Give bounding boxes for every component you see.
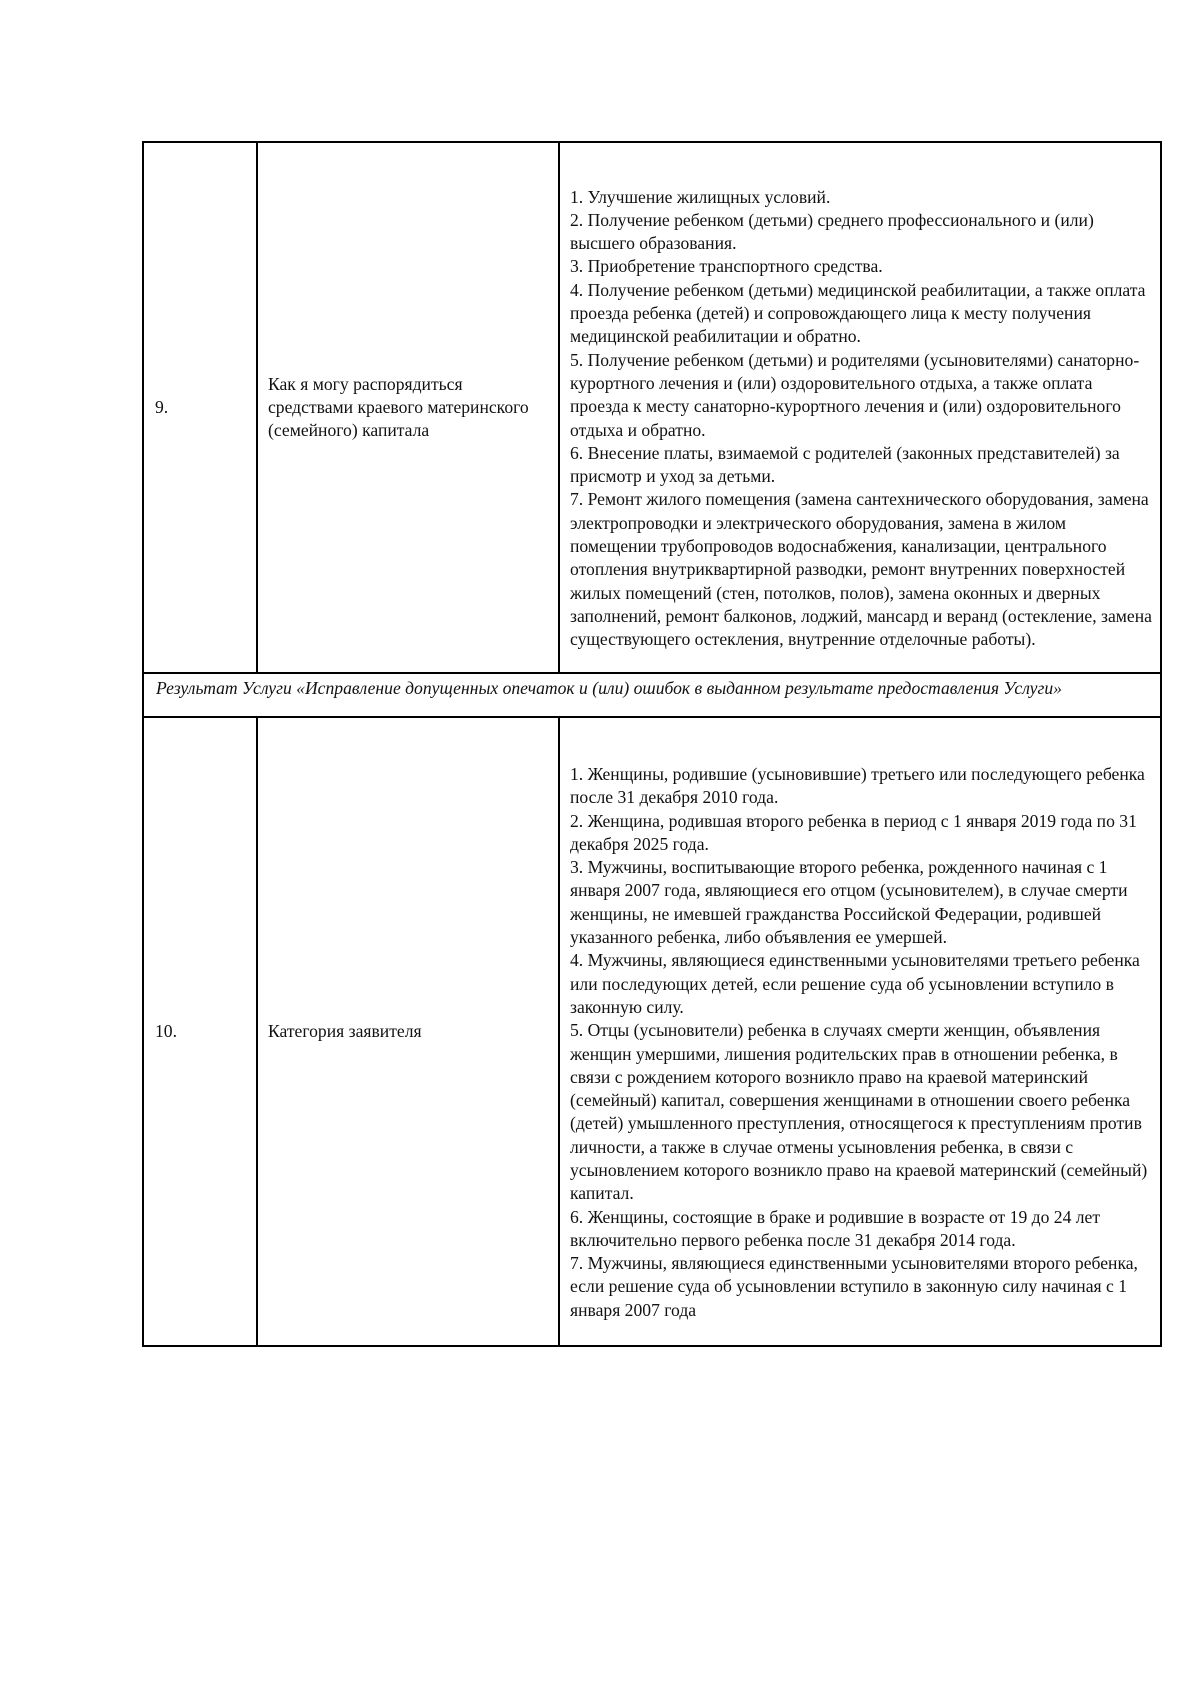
list-item: 7. Ремонт жилого помещения (замена сантехнического оборудования, замена электропроводки и электрического оборудования, замена в жилом помещении трубопроводов водоснабжения, канализации, центрального отопления внутриквартирной разводки, ремонт внутренних поверхностей жилых помещений (стен, потолков, полов), замена оконных и дверных заполнений, ремонт балконов, лоджий, мансард и веранд (остекление, замена существующего остекления, внутренние отделочные работы). — [570, 489, 1152, 650]
table-row — [143, 717, 1161, 1346]
row-number: 9. — [155, 396, 169, 417]
question-cell — [257, 142, 559, 673]
list-item: 6. Женщины, состоящие в браке и родившие в возрасте от 19 до 24 лет включительно первого ребенка после 31 декабря 2014 года. — [570, 1206, 1101, 1250]
answer-list — [570, 164, 1152, 652]
list-item: 5. Отцы (усыновители) ребенка в случаях смерти женщин, объявления женщин умершими, лишения родительских прав в отношении ребенка, в связи с рождением которого возникло право на краевой материнский (семейный) капитал, совершения женщинами в отношении своего ребенка (детей) умышленного преступления, относящегося к преступлениям против личности, а также в случае отмены усыновления ребенка, в связи с усыновлением которого возникло право на краевой материнский (семейный) капитал. — [570, 1020, 1148, 1204]
table-row — [143, 142, 1161, 673]
answer-cell — [559, 142, 1161, 673]
list-item: 3. Приобретение транспортного средства. — [570, 256, 883, 277]
list-item: 4. Получение ребенком (детьми) медицинской реабилитации, а также оплата проезда ребенка (детей) и сопровождающего лица к месту получения медицинской реабилитации и обратно. — [570, 279, 1146, 347]
answer-cell — [559, 717, 1161, 1346]
list-item: 4. Мужчины, являющиеся единственными усыновителями третьего ребенка или последующих детей, если решение суда об усыновлении вступило в законную силу. — [570, 950, 1140, 1017]
list-item: 2. Получение ребенком (детьми) среднего профессионального и (или) высшего образования. — [570, 209, 1094, 254]
row-number-cell — [143, 142, 257, 673]
section-title: Результат Услуги «Исправление допущенных опечаток и (или) ошибок в выданном результате предоставления Услуги» — [143, 673, 1161, 717]
list-item: 5. Получение ребенком (детьми) и родителями (усыновителями) санаторно-курортного лечения и (или) оздоровительного отдыха, а также оплата проезда к месту санаторно-курортного лечения и (или) оздоровительного отдыха и обратно. — [570, 349, 1140, 440]
question-text: Как я могу распорядиться средствами краевого материнского (семейного) капитала — [268, 373, 529, 441]
list-item: 1. Улучшение жилищных условий. — [570, 186, 831, 207]
list-item: 3. Мужчины, воспитывающие второго ребенка, рожденного начиная с 1 января 2007 года, являющиеся его отцом (усыновителем), в случае смерти женщины, не имевшей гражданства Российской Федерации, родившей указанного ребенка, либо объявления ее умершей. — [570, 857, 1128, 948]
question-cell — [257, 717, 559, 1346]
question-text: Категория заявителя — [268, 1020, 422, 1041]
list-item: 2. Женщина, родившая второго ребенка в период с 1 января 2019 года по 31 декабря 2025 года. — [570, 810, 1137, 854]
document-table — [142, 141, 1162, 1347]
answer-list — [570, 741, 1152, 1322]
row-number: 10. — [155, 1020, 177, 1041]
table-section-row — [143, 673, 1161, 717]
list-item: 6. Внесение платы, взимаемой с родителей (законных представителей) за присмотр и уход за детьми. — [570, 442, 1120, 487]
row-number-cell — [143, 717, 257, 1346]
list-item: 1. Женщины, родившие (усыновившие) третьего или последующего ребенка после 31 декабря 2010 года. — [570, 763, 1145, 808]
list-item: 7. Мужчины, являющиеся единственными усыновителями второго ребенка, если решение суда об усыновлении вступило в законную силу начиная с 1 января 2007 года — [570, 1253, 1138, 1320]
